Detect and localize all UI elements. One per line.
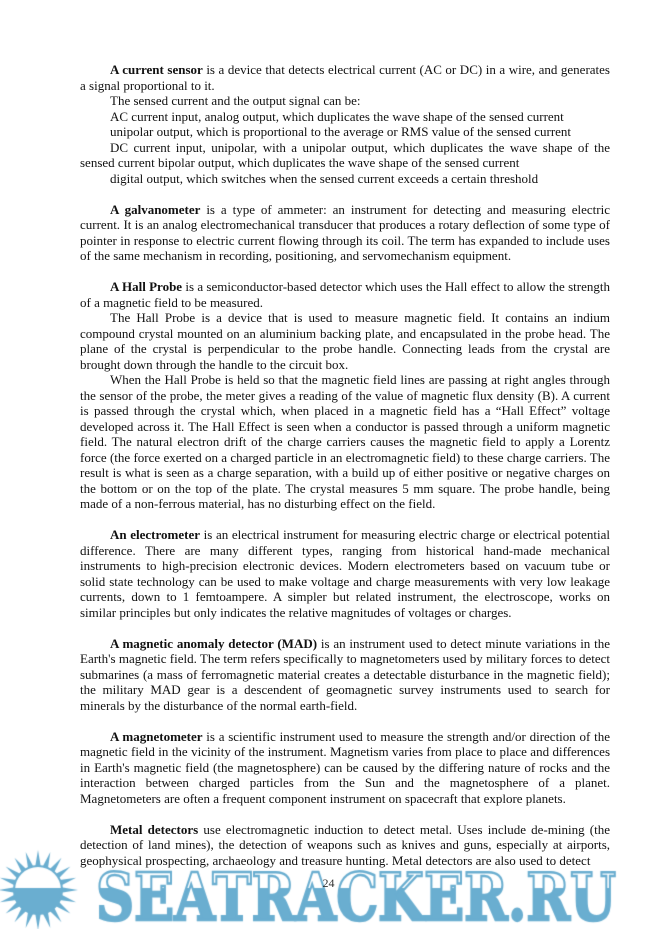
paragraph-text: is a scientific instrument used to measure the strength and/or direction of the magnetic field in the vicinity of the instrument. Magnetism varies from place to place and differences in Earth's magnetic field (the magnetosphere) can be caused by the differing nature of rocks and the interaction between charged particles from the Sun and the magnetosphere of a planet. Magnetometers are often a frequent component instrument on spacecraft that explore planets. [80, 728, 610, 806]
paragraph: When the Hall Probe is held so that the magnetic field lines are passing at right angles through the sensor of the probe, the meter gives a reading of the value of magnetic flux density (B). A current is passed through the crystal which, when placed in a magnetic field has a “Hall Effect” voltage developed across it. The Hall Effect is seen when a conductor is passed through a uniform magnetic field. The natural electron drift of the charge carriers causes the magnetic field to apply a Lorentz force (the force exerted on a charged particle in an electromagnetic field) to these charge carriers. The result is what is seen as a charge separation, with a build up of either positive or negative charges on the bottom or on the top of the plate. The crystal measures 5 mm square. The probe handle, being made of a non-ferrous material, has no disturbing effect on the field. [80, 372, 610, 511]
paragraph [80, 822, 610, 869]
paragraph: AC current input, analog output, which duplicates the wave shape of the sensed current [110, 108, 564, 124]
paragraph [80, 279, 610, 310]
paragraph: unipolar output, which is proportional to the average or RMS value of the sensed current [110, 124, 572, 139]
paragraph [80, 729, 610, 807]
paragraph: The sensed current and the output signal can be: [110, 93, 361, 108]
paragraph-text: is a device that detects electrical current (AC or DC) in a wire, and generates a signal proportional to it. [80, 62, 610, 93]
paragraph-text: use electromagnetic induction to detect metal. Uses include de-mining (the detection of land mines), the detection of weapons such as knives and guns, especially at airports, geophysical prospecting, archaeology and treasure hunting. Metal detectors are also used to detect [80, 821, 610, 868]
paragraph [80, 527, 610, 620]
term: An electrometer [110, 527, 201, 542]
paragraph: digital output, which switches when the sensed current exceeds a certain threshold [110, 170, 539, 186]
term: Metal detectors [110, 821, 199, 837]
paragraph-text: is an electrical instrument for measuring electric charge or electrical potential difference. There are many different types, ranging from historical hand-made mechanical instruments to high-precision electronic devices. Modern electrometers based on vacuum tube or solid state technology can be used to make voltage and charge measurements with very low leakage currents, down to 1 femtoampere. A simpler but related instrument, the electroscope, works on similar principles but only indicates the relative magnitudes of voltages or charges. [80, 527, 611, 620]
paragraph-text: is a semiconductor-based detector which uses the Hall effect to allow the strength of a magnetic field to be measured. [80, 279, 611, 310]
term: A magnetic anomaly detector (MAD) [110, 635, 318, 651]
term: A Hall Probe [110, 279, 183, 294]
paragraph: DC current input, unipolar, with a unipolar output, which duplicates the wave shape of the sensed current bipolar output, which duplicates the wave shape of the sensed current [80, 139, 610, 170]
paragraph-text: is a type of ammeter: an instrument for detecting and measuring electric current. It is an analog electromechanical transducer that produces a rotary deflection of some type of pointer in response to electric current flowing through its coil. The term has expanded to include uses of the same mechanism in recording, positioning, and servomechanism equipment. [80, 201, 610, 263]
term: A magnetometer [110, 728, 203, 744]
document-body [80, 62, 610, 868]
paragraph [80, 636, 610, 714]
term: A current sensor [110, 62, 203, 77]
paragraph-text: is an instrument used to detect minute variations in the Earth's magnetic field. The term refers specifically to magnetometers used by military forces to detect submarines (a mass of ferromagnetic material creates a detectable disturbance in the magnetic field); the military MAD gear is a descendent of geomagnetic survey instruments used to search for minerals by the disturbance of the normal earth-field. [80, 635, 610, 713]
paragraph: The Hall Probe is a device that is used to measure magnetic field. It contains an indium compound crystal mounted on an aluminium backing plate, and encapsulated in the probe head. The plane of the crystal is perpendicular to the probe handle. Connecting leads from the crystal are brought down through the handle to the circuit box. [80, 310, 610, 372]
term: A galvanometer [110, 201, 201, 217]
paragraph [80, 202, 610, 264]
page-number: 24 [322, 876, 335, 890]
paragraph [80, 62, 610, 93]
